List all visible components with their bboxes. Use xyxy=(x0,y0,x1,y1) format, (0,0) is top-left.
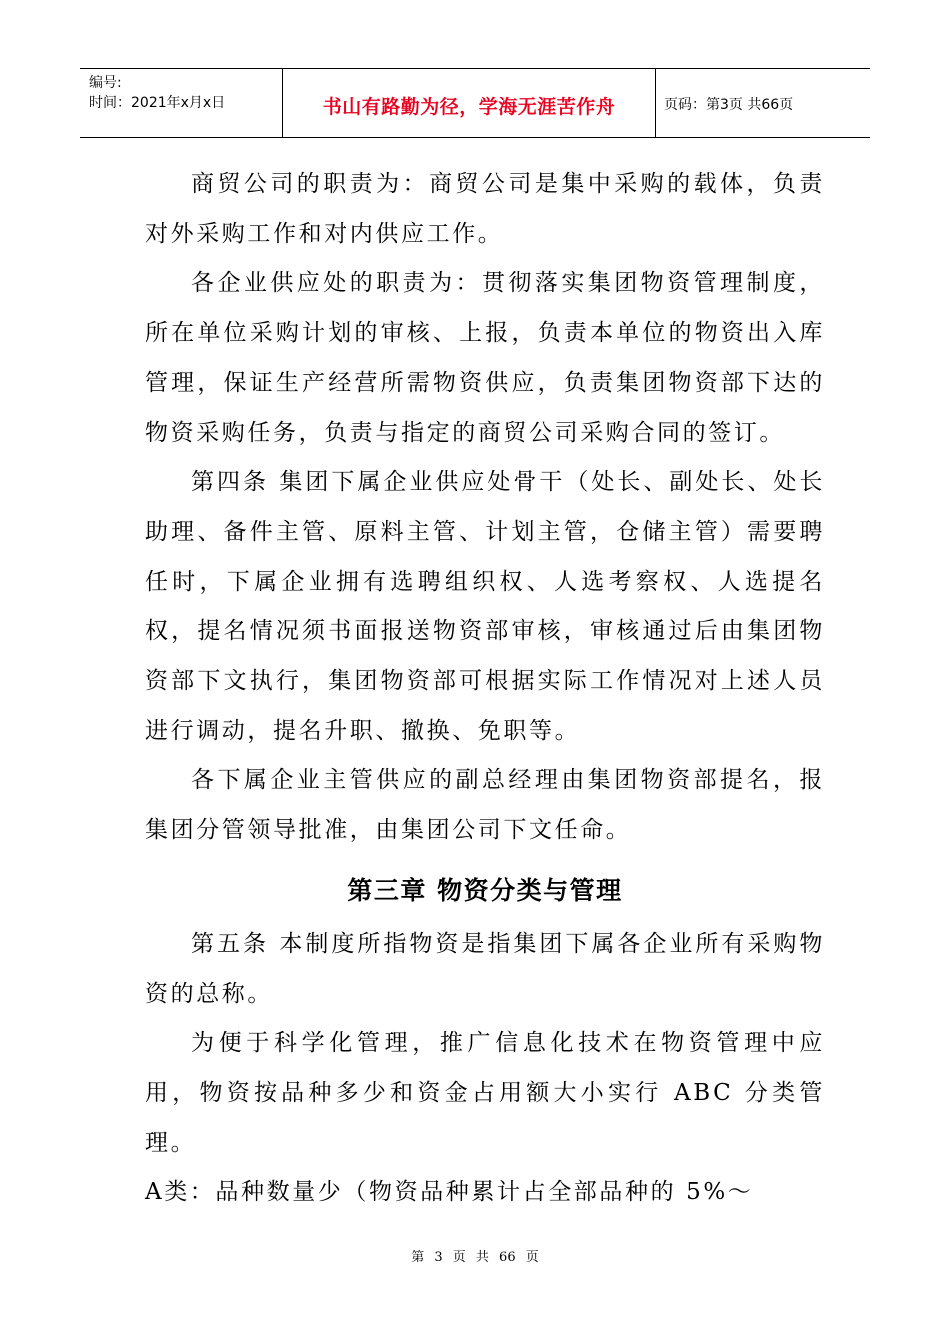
chapter-title: 第三章 物资分类与管理 xyxy=(347,875,623,905)
paragraph-class-a: A类：品种数量少（物资品种累计占全部品种的 5%～ xyxy=(145,1179,754,1206)
header-page-info: 页码：第3页 共66页 xyxy=(664,97,794,113)
paragraph-abc-classification: 为便于科学化管理，推广信息化技术在物资管理中应用，物资按品种多少和资金占用额大小实行 ABC 分类管理。 xyxy=(145,1030,825,1156)
paragraph-vice-manager: 各下属企业主管供应的副总经理由集团物资部提名，报集团分管领导批准，由集团公司下文任命。 xyxy=(145,767,825,844)
paragraph-trading-company: 商贸公司的职责为：商贸公司是集中采购的载体，负责对外采购工作和对内供应工作。 xyxy=(145,171,825,247)
document-time-label: 时间：2021年x月x日 xyxy=(89,95,226,111)
paragraph-article-5: 第五条 本制度所指物资是指集团下属各企业所有采购物资的总称。 xyxy=(145,930,825,1007)
paragraph-supply-office: 各企业供应处的职责为：贯彻落实集团物资管理制度，所在单位采购计划的审核、上报，负责本单位的物资出入库管理，保证生产经营所需物资供应，负责集团物资部下达的物资采购任务，负责与指定的商贸公司采购合同的签订。 xyxy=(145,270,825,446)
header-meta-cell xyxy=(80,69,283,137)
document-number-label: 编号: xyxy=(89,75,122,91)
paragraph-article-4: 第四条 集团下属企业供应处骨干（处长、副处长、处长助理、备件主管、原料主管、计划主管，仓储主管）需要聘任时，下属企业拥有选聘组织权、人选考察权、人选提名权，提名情况须书面报送物资部审核，审核通过后由集团物资部下文执行，集团物资部可根据实际工作情况对上述人员进行调动，提名升职、撤换、免职等。 xyxy=(145,469,825,744)
header-motto: 书山有路勤为径，学海无涯苦作舟 xyxy=(283,69,656,137)
page-footer: 第 3 页 共 66 页 xyxy=(411,1250,539,1265)
document-body xyxy=(145,160,825,1218)
page-header xyxy=(80,68,870,138)
